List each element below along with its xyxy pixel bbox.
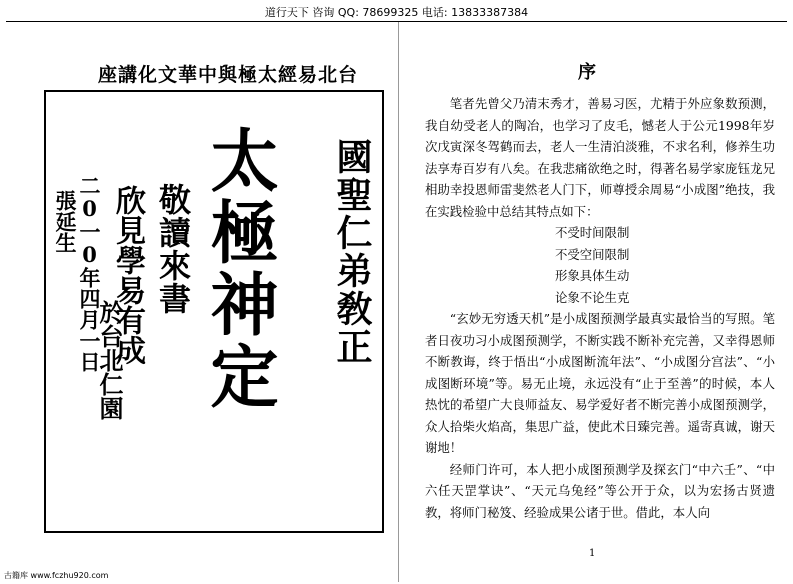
calligraphy-col2: 敬讀來書: [154, 183, 192, 315]
page-header: 道行天下 咨询 QQ: 78699325 电话: 13833387384: [264, 6, 529, 19]
paragraph: 笔者先曾父乃清末秀才，善易习医，尤精于外应象数预测，我自幼受老人的陶冶，也学习了皮毛，憾老人于公元1998年岁次戊寅深冬驾鹤而去，老人一生清泊淡雅，不求名利，修养生功法享寿百岁有八矣。在我悲痛欲绝之时，得著名易学家庞钰龙兄相助幸投恩师雷斐然老人门下，师尊授余周易“小成图”绝技，我在实践检验中总结其特点如下：: [425, 96, 775, 219]
page-footer: 古籍库 www.fczhu920.com: [4, 571, 109, 580]
page-divider: [398, 22, 399, 582]
feature-item: 不受空间限制: [555, 246, 630, 262]
calligraphy-col1: 國聖仁弟敎正: [331, 138, 373, 366]
page-number: 1: [589, 548, 596, 559]
feature-item: 形象具体生动: [555, 268, 630, 283]
feature-item: 不受时间限制: [555, 225, 630, 240]
calligraphy-col5: 張延生: [53, 190, 78, 253]
feature-item: 论象不论生克: [555, 289, 630, 305]
calligraphy-col3: 欣見學易有成: [110, 185, 145, 365]
paragraph: “玄妙无穷透天机”是小成图预测学最真实最恰当的写照。笔者日夜功习小成图预测学，不断实践不断补充完善，又幸得恩师不断教诲，终于悟出“小成图断流年法”、“小成图分宫法”、“小成图断环境”等。易无止境，永远没有“止于至善”的时候，本人热忱的希望广大良师益友、易学爱好者不断完善小成图预测学，众人拾柴火焰高，集思广益，使此术日臻完善。遥寄真诚，谢天谢地！: [425, 311, 775, 455]
preface-title: 序: [578, 62, 596, 83]
header-rule: [6, 21, 787, 22]
calligraphy-col4: 二0一0年四月一日: [77, 175, 102, 372]
paragraph: 经师门许可，本人把小成图预测学及探玄门“中六壬”、“中六任天罡掌诀”、“天元乌兔经”等公开于众，以为宏扬古贤遗教，将师门秘笈、经验成果公诸于世。借此，本人向: [425, 461, 775, 520]
calligraphy-col6: 於台北仁園: [95, 300, 124, 420]
left-page-title: 座講化文華中與極太經易北台: [97, 64, 358, 86]
calligraphy-main: 太極神定: [199, 125, 279, 413]
preface-body: [425, 93, 775, 523]
